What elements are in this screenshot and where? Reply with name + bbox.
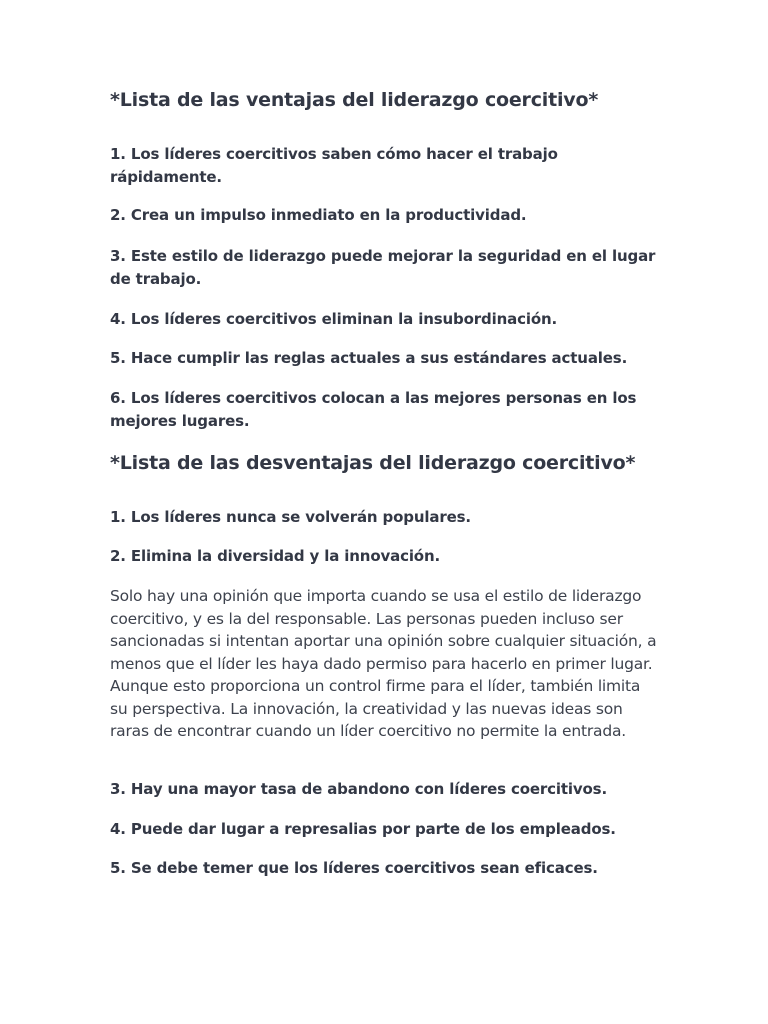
advantage-item: 3. Este estilo de liderazgo puede mejorar la seguridad en el lugar de trabajo.: [110, 247, 656, 288]
advantage-item: 6. Los líderes coercitivos colocan a las mejores personas en los mejores lugares.: [110, 389, 637, 430]
advantages-heading: *Lista de las ventajas del liderazgo coercitivo*: [110, 89, 599, 111]
explanation-paragraph: Solo hay una opinión que importa cuando se usa el estilo de liderazgo coercitivo, y es la del responsable. Las personas pueden incluso ser sancionadas si intentan aportar una opinión sobre cualquier situación, a menos que el líder les haya dado permiso para hacerlo en primer lugar. Aunque esto proporciona un control firme para el líder, también limita su perspectiva. La innovación, la creatividad y las nuevas ideas son raras de encontrar cuando un líder coercitivo no permite la entrada.: [110, 587, 657, 740]
disadvantage-item: 4. Puede dar lugar a represalias por parte de los empleados.: [110, 820, 616, 838]
disadvantage-item: 5. Se debe temer que los líderes coercitivos sean eficaces.: [110, 859, 598, 877]
disadvantage-item: 1. Los líderes nunca se volverán populares.: [110, 508, 471, 526]
disadvantage-item: 3. Hay una mayor tasa de abandono con líderes coercitivos.: [110, 780, 608, 798]
advantage-item: 1. Los líderes coercitivos saben cómo hacer el trabajo rápidamente.: [110, 145, 558, 186]
advantage-item: 4. Los líderes coercitivos eliminan la insubordinación.: [110, 310, 558, 328]
advantage-item: 5. Hace cumplir las reglas actuales a sus estándares actuales.: [110, 349, 628, 367]
advantage-item: 2. Crea un impulso inmediato en la productividad.: [110, 206, 527, 224]
disadvantages-heading: *Lista de las desventajas del liderazgo coercitivo*: [110, 452, 636, 474]
disadvantage-item: 2. Elimina la diversidad y la innovación.: [110, 547, 441, 565]
